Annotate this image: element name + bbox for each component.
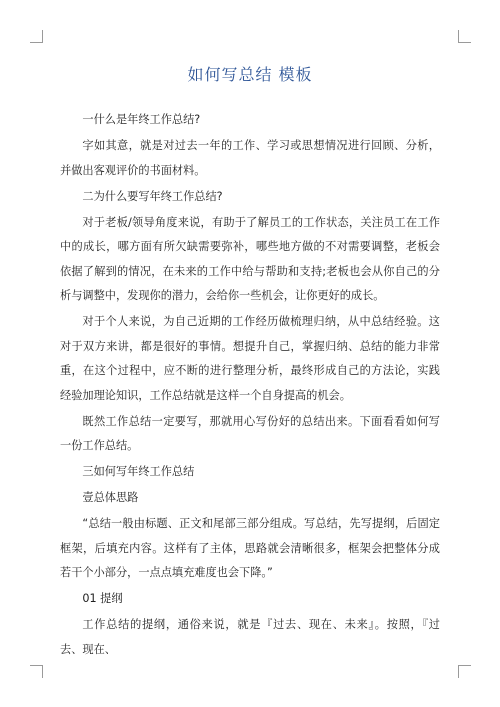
paragraph-transition: 既然工作总结一定要写，那就用心写份好的总结出来。下面看看如何写一份工作总结。	[60, 414, 440, 452]
crop-mark-top-right	[458, 30, 471, 43]
crop-mark-top-left	[30, 30, 43, 43]
paragraph-boss-view: 对于老板/领导角度来说，有助于了解员工的工作状态，关注员工在工作中的成长，哪方面有所欠缺需要弥补，哪些地方做的不对需要调整，老板会依据了解到的情况，在未来的工作中给与帮助和支持;老板也会从你自己的分析与调整中，发现你的潜力，会给你一些机会，让你更好的成长。	[60, 215, 440, 302]
paragraph-personal-view: 对于个人来说，为自己近期的工作经历做梳理归纳，从中总结经验。这对于双方来讲，都是很好的事情。想提升自己，掌握归纳、总结的能力非常重，在这个过程中，应不断的进行整理分析，最终形成自己的方法论，实践经验加理论知识，工作总结就是这样一个自身提高的机会。	[60, 315, 440, 402]
subheading-overall-idea: 壹总体思路	[82, 491, 139, 504]
paragraph-quote: “总结一般由标题、正文和尾部三部分组成。写总结，先写提纲，后固定框架，后填充内容。这样有了主体，思路就会清晰很多，框架会把整体分成若干个小部分，一点点填充难度也会下降。”	[60, 517, 440, 579]
document-body	[60, 108, 440, 664]
heading-how: 三如何写年终工作总结	[82, 465, 195, 478]
crop-mark-bottom-right	[458, 665, 471, 678]
heading-why: 二为什么要写年终工作总结?	[82, 189, 223, 203]
subheading-outline: 01 提纲	[82, 592, 123, 605]
paragraph-definition: 字如其意，就是对过去一年的工作、学习或思想情况进行回顾、分析，并做出客观评价的书面材料。	[60, 139, 440, 177]
heading-what-is: 一什么是年终工作总结?	[82, 113, 201, 126]
crop-mark-bottom-left	[30, 665, 43, 678]
paragraph-outline: 工作总结的提纲，通俗来说，就是『过去、现在、未来』。按照，『过去、现在、	[60, 618, 440, 656]
document-title: 如何写总结 模板	[187, 65, 313, 84]
